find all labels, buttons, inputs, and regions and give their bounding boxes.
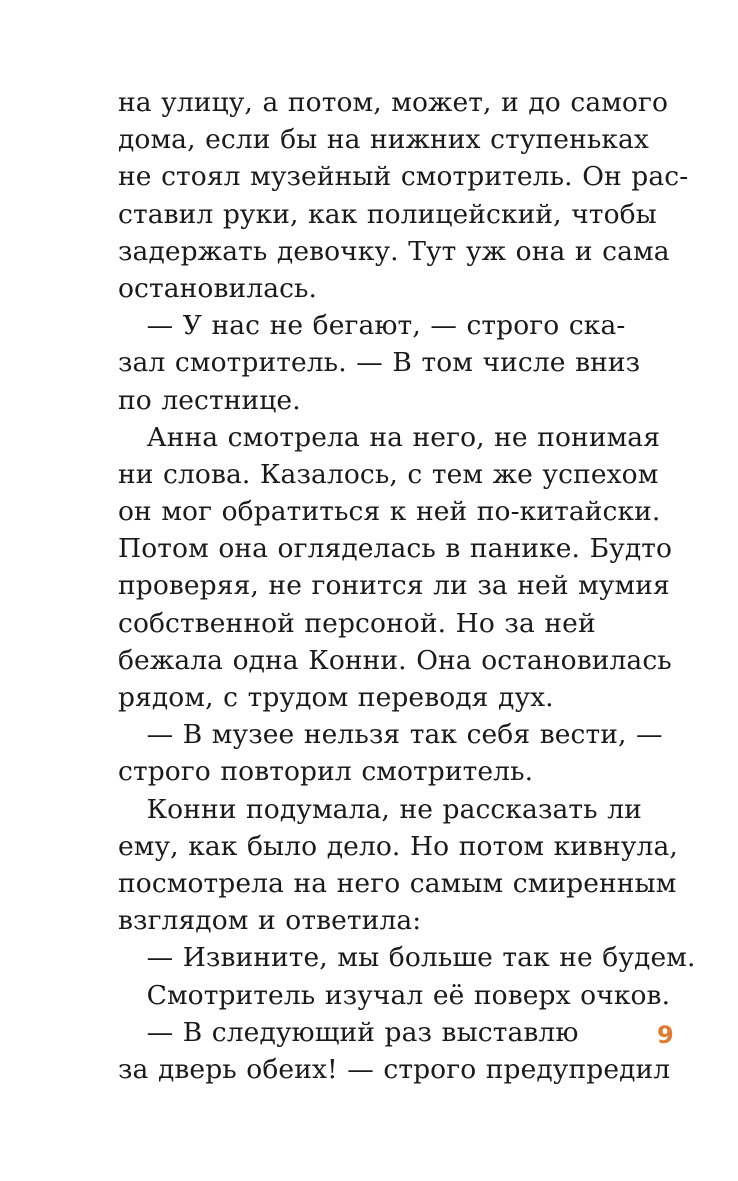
text-line: Анна смотрела на него, не понимая bbox=[118, 421, 661, 453]
text-line: за дверь обеих! — строго предупредил bbox=[118, 1053, 671, 1085]
text-line: собственной персоной. Но за ней bbox=[118, 607, 596, 639]
text-line: Потом она огляделась в панике. Будто bbox=[118, 533, 673, 565]
text-line: ни слова. Казалось, с тем же успехом bbox=[118, 458, 659, 490]
text-line: бежала одна Конни. Она остановилась bbox=[118, 644, 672, 676]
text-line: на улицу, а потом, может, и до самого bbox=[118, 87, 669, 118]
text-line: ему, как было дело. Но потом кивнула, bbox=[118, 830, 678, 862]
text-line: — В музее нельзя так себя вести, — bbox=[118, 719, 663, 751]
text-line: проверяя, не гонится ли за ней мумия bbox=[118, 570, 670, 602]
text-line: зал смотритель. — В том числе вниз bbox=[118, 347, 641, 379]
text-line: Смотритель изучал её поверх очков. bbox=[118, 979, 671, 1011]
text-line: задержать девочку. Тут уж она и сама bbox=[118, 235, 670, 267]
text-line: ставил руки, как полицейский, чтобы bbox=[118, 198, 657, 230]
text-line: Конни подумала, не рассказать ли bbox=[118, 793, 642, 825]
body-text bbox=[118, 84, 696, 1088]
text-line: — У нас не бегают, — строго ска- bbox=[118, 310, 626, 342]
text-line: он мог обратиться к ней по-китайски. bbox=[118, 496, 661, 528]
text-line: взглядом и ответила: bbox=[118, 905, 422, 937]
text-line: посмотрела на него самым смиренным bbox=[118, 867, 677, 899]
page-number: 9 bbox=[657, 1021, 674, 1049]
text-line: строго повторил смотритель. bbox=[118, 756, 534, 788]
text-line: остановилась. bbox=[118, 272, 318, 304]
text-line: по лестнице. bbox=[118, 384, 301, 416]
text-line: — В следующий раз выставлю bbox=[118, 1016, 579, 1048]
text-line: не стоял музейный смотритель. Он рас- bbox=[118, 161, 689, 193]
text-line: рядом, с трудом переводя дух. bbox=[118, 682, 554, 713]
text-line: дома, если бы на нижних ступеньках bbox=[118, 124, 649, 156]
text-line: — Извините, мы больше так не будем. bbox=[118, 942, 696, 974]
